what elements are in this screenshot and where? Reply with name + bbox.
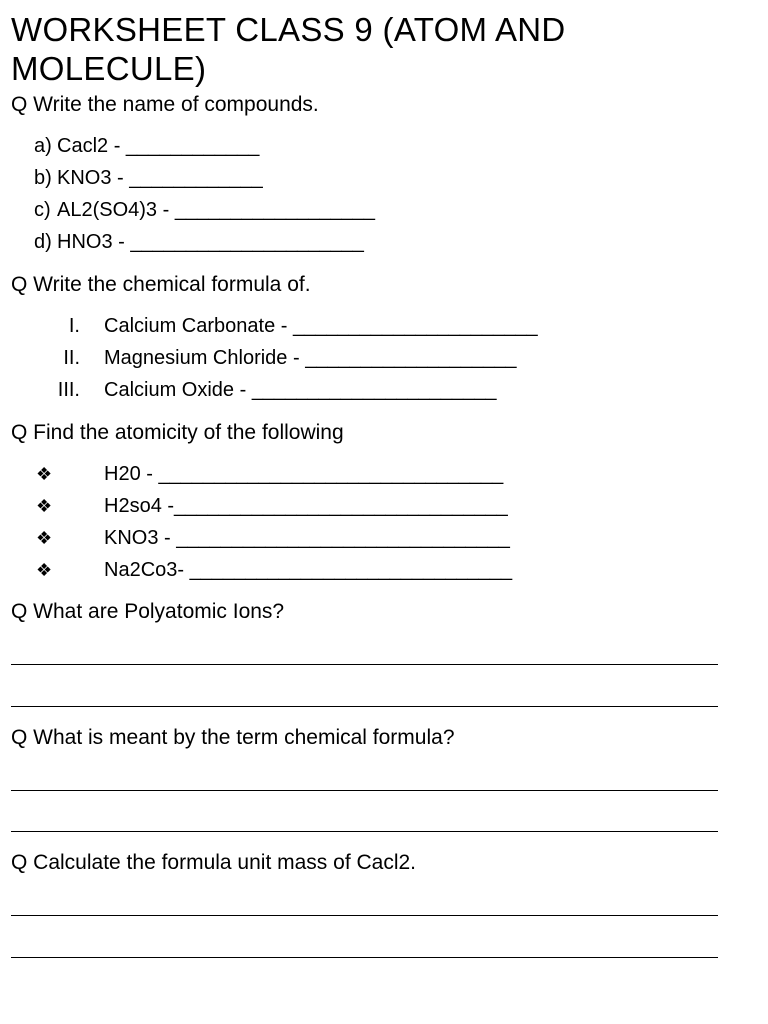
q1-item-a-marker: a)	[34, 135, 52, 157]
answer-line	[11, 790, 718, 791]
q1-item-b: KNO3 - ____________	[57, 167, 263, 189]
q1-item-d: HNO3 - _____________________	[57, 231, 364, 253]
diamond-bullet-icon: ❖	[36, 496, 53, 516]
q2-item-2: Magnesium Chloride - ___________________	[104, 347, 517, 369]
worksheet-title: WORKSHEET CLASS 9 (ATOM AND MOLECULE)	[11, 11, 566, 87]
answer-line	[11, 831, 718, 832]
q2-item-1: Calcium Carbonate - ______________________	[104, 315, 538, 337]
q3-item-4: Na2Co3- _____________________________	[104, 559, 513, 581]
answer-line	[11, 957, 718, 958]
q1-item-b-marker: b)	[34, 167, 52, 189]
answer-line	[11, 664, 718, 665]
q1-item-a: Cacl2 - ____________	[57, 135, 260, 157]
diamond-bullet-icon: ❖	[36, 528, 53, 548]
q1-item-c: AL2(SO4)3 - __________________	[57, 199, 376, 221]
diamond-bullet-icon: ❖	[36, 464, 53, 484]
question-5: Q What is meant by the term chemical formula?	[11, 726, 455, 749]
q3-item-2: H2so4 -______________________________	[104, 495, 508, 517]
q2-item-3-marker: III.	[57, 379, 80, 401]
answer-line	[11, 706, 718, 707]
q2-item-3: Calcium Oxide - ______________________	[104, 379, 497, 401]
q3-item-3: KNO3 - ______________________________	[104, 527, 510, 549]
question-1: Q Write the name of compounds.	[11, 93, 319, 116]
answer-line	[11, 915, 718, 916]
q2-item-2-marker: II.	[63, 347, 80, 369]
q1-item-c-marker: c)	[34, 199, 51, 221]
diamond-bullet-icon: ❖	[36, 560, 53, 580]
question-2: Q Write the chemical formula of.	[11, 273, 311, 296]
q3-item-1: H20 - _______________________________	[104, 463, 504, 485]
question-6: Q Calculate the formula unit mass of Cacl2.	[11, 851, 417, 874]
q2-item-1-marker: I.	[68, 315, 80, 337]
q1-item-d-marker: d)	[34, 231, 52, 253]
question-3: Q Find the atomicity of the following	[11, 421, 344, 444]
question-4: Q What are Polyatomic Ions?	[11, 600, 285, 623]
